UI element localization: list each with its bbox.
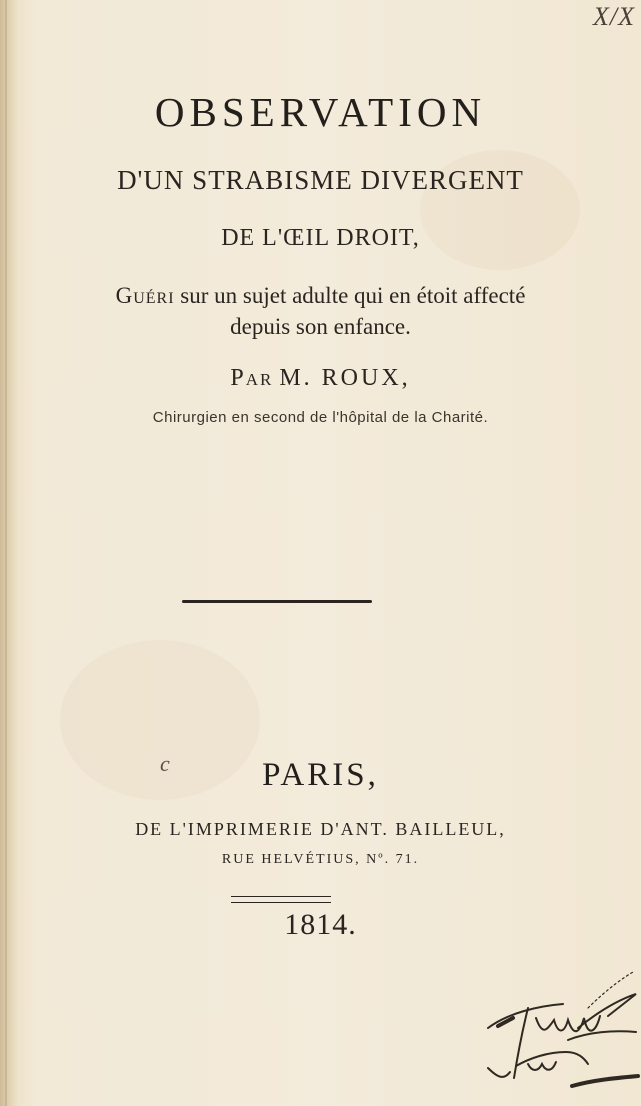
printer-line: DE L'IMPRIMERIE D'ANT. BAILLEUL, [135,819,506,839]
corner-handwritten-mark: X/X [593,2,635,31]
description-line-1 [0,283,641,309]
double-rule [231,896,331,903]
handwritten-signature-icon [468,968,640,1106]
city-name: PARIS, [262,757,379,793]
paris-handwritten-mark: c [160,751,170,776]
description-line-2: depuis son enfance. [230,314,411,339]
printer-address: RUE HELVÉTIUS, Nº. 71. [221,852,420,867]
description-rest: sur un sujet adulte qui en étoit affecté [174,283,526,308]
author-line [0,365,641,392]
author-affiliation: Chirurgien en second de l'hôpital de la Charité. [152,409,489,426]
ornamental-rule [182,600,372,603]
author-prefix: Par [230,365,274,391]
subtitle-line-2: DE L'ŒIL DROIT, [221,225,420,251]
subtitle-line-1: D'UN STRABISME DIVERGENT [117,165,524,195]
description-smallcaps: Guéri [115,283,175,308]
page-title: OBSERVATION [154,89,487,135]
author-name: M. ROUX, [279,365,411,391]
publication-year: 1814. [284,908,357,941]
